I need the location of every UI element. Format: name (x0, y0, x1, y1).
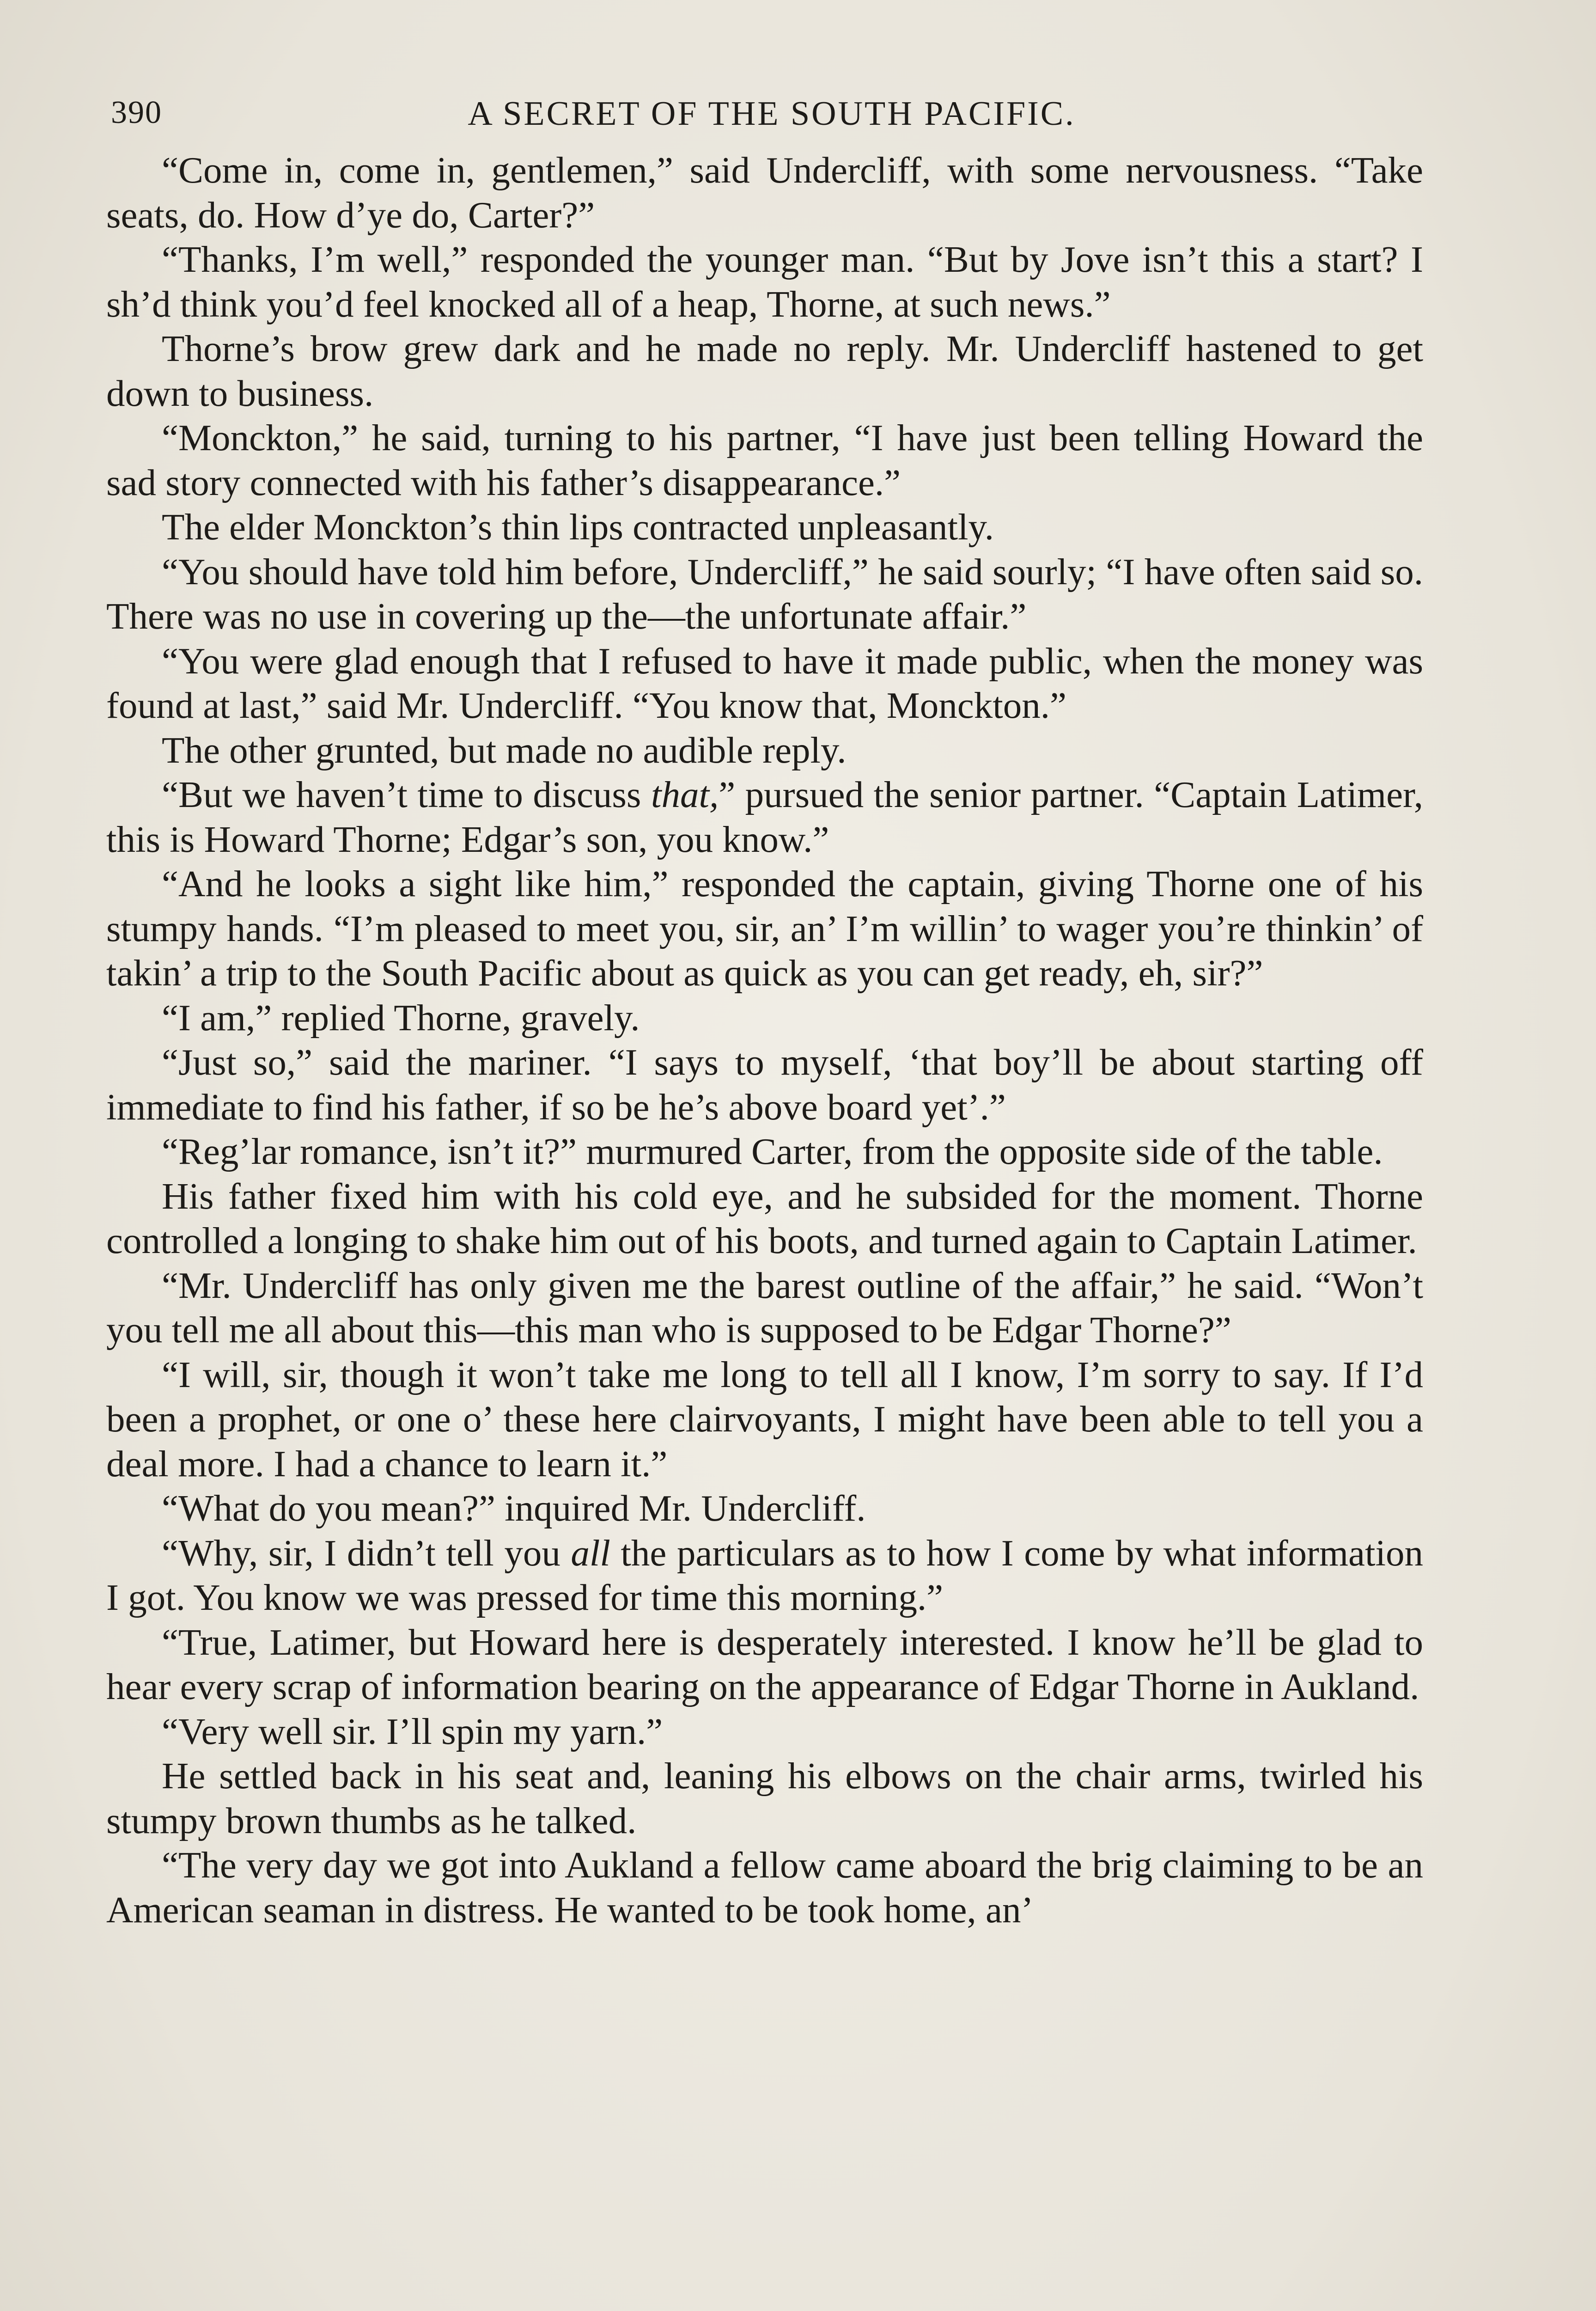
italic-word: all (571, 1532, 610, 1574)
paragraph (106, 772, 1423, 862)
page-number: 390 (111, 95, 162, 130)
paragraph (106, 996, 1423, 1040)
paragraph (106, 1486, 1423, 1531)
paragraph-text: The other grunted, but made no audible reply. (162, 729, 847, 771)
page-header (106, 88, 1437, 143)
paragraph (106, 237, 1423, 326)
paragraph (106, 1843, 1423, 1932)
paragraph-text: “Why, sir, I didn’t tell you (162, 1532, 571, 1574)
paragraph (106, 728, 1423, 773)
paragraph-text: “What do you mean?” inquired Mr. Undercliff. (162, 1487, 866, 1529)
paragraph (106, 1263, 1423, 1352)
paragraph (106, 326, 1423, 416)
paragraph-text: the particulars as to how I come by what information I got. You know we was pressed for time this morning.” (106, 1532, 1423, 1618)
paragraph (106, 505, 1423, 550)
paragraph-text: “Mr. Undercliff has only given me the barest outline of the affair,” he said. “Won’t you tell me all about this—this man who is supposed to be Edgar Thorne?” (106, 1264, 1423, 1351)
paragraph (106, 1754, 1423, 1843)
paragraph-text: “You should have told him before, Undercliff,” he said sourly; “I have often said so. There was no use in covering up the—the unfortunate affair.” (106, 550, 1423, 637)
paragraph-text: ” pursued the senior partner. “Captain Latimer, this is Howard Thorne; Edgar’s son, you know.” (106, 774, 1423, 860)
paragraph (106, 1129, 1423, 1174)
paragraph (106, 1040, 1423, 1129)
paragraph-text: “Just so,” said the mariner. “I says to myself, ‘that boy’ll be about starting off immediate to find his father, if so be he’s above board yet’.” (106, 1041, 1423, 1128)
italic-word: that, (651, 774, 719, 815)
paragraph (106, 1709, 1423, 1754)
paragraph-text: “But we haven’t time to discuss (162, 774, 651, 815)
paragraph-text: The elder Monckton’s thin lips contracted unpleasantly. (162, 506, 994, 548)
paragraph-text: His father fixed him with his cold eye, and he subsided for the moment. Thorne controlled a longing to shake him out of his boots, and turned again to Captain Latimer. (106, 1175, 1423, 1261)
paragraph (106, 1620, 1423, 1709)
paragraph (106, 1531, 1423, 1620)
running-title: A SECRET OF THE SOUTH PACIFIC. (468, 95, 1076, 133)
paragraph (106, 1352, 1423, 1486)
story-text (106, 148, 1423, 1932)
paragraph-text: “Thanks, I’m well,” responded the younger man. “But by Jove isn’t this a start? I sh’d think you’d feel knocked all of a heap, Thorne, at such news.” (106, 238, 1423, 325)
paragraph (106, 639, 1423, 728)
paragraph-text: “And he looks a sight like him,” responded the captain, giving Thorne one of his stumpy hands. “I’m pleased to meet you, sir, an’ I’m willin’ to wager you’re thinkin’ of takin’ a trip to the South Pacific about as quick as you can get ready, eh, sir?” (106, 863, 1423, 994)
paragraph-text: “Very well sir. I’ll spin my yarn.” (162, 1710, 663, 1752)
paragraph-text: “You were glad enough that I refused to have it made public, when the money was found at last,” said Mr. Undercliff. “You know that, Monckton.” (106, 640, 1423, 726)
paragraph-text: Thorne’s brow grew dark and he made no reply. Mr. Undercliff hastened to get down to business. (106, 328, 1423, 414)
paragraph-text: “True, Latimer, but Howard here is desperately interested. I know he’ll be glad to hear every scrap of information bearing on the appearance of Edgar Thorne in Aukland. (106, 1621, 1423, 1707)
paragraph (106, 1174, 1423, 1263)
paragraph-text: “Come in, come in, gentlemen,” said Undercliff, with some nervousness. “Take seats, do. How d’ye do, Carter?” (106, 149, 1423, 236)
paragraph-text: “Monckton,” he said, turning to his partner, “I have just been telling Howard the sad story connected with his father’s disappearance.” (106, 417, 1423, 503)
paragraph-text: “The very day we got into Aukland a fellow came aboard the brig claiming to be an American seaman in distress. He wanted to be took home, an’ (106, 1844, 1423, 1931)
paragraph-text: “Reg’lar romance, isn’t it?” murmured Carter, from the opposite side of the table. (162, 1131, 1383, 1172)
paragraph (106, 550, 1423, 639)
paragraph-text: He settled back in his seat and, leaning his elbows on the chair arms, twirled his stumpy brown thumbs as he talked. (106, 1755, 1423, 1841)
paragraph-text: “I will, sir, though it won’t take me long to tell all I know, I’m sorry to say. If I’d been a prophet, or one o’ these here clairvoyants, I might have been able to tell you a deal more. I had a chance to learn it.” (106, 1353, 1423, 1485)
paragraph (106, 416, 1423, 505)
paragraph (106, 862, 1423, 996)
paragraph (106, 148, 1423, 237)
paragraph-text: “I am,” replied Thorne, gravely. (162, 997, 640, 1039)
